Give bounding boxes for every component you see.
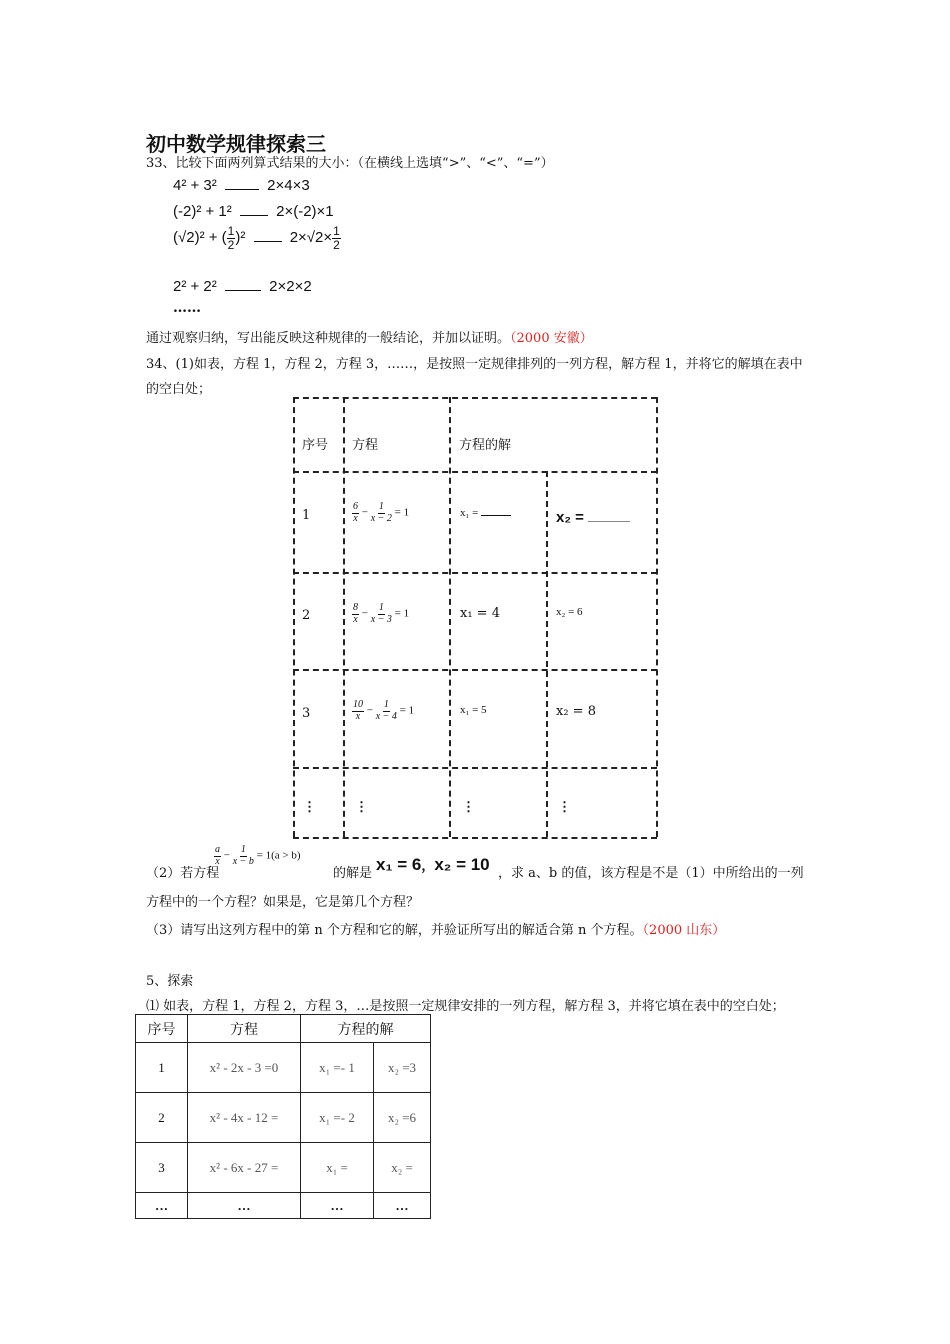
answer-blank[interactable]: [254, 227, 282, 242]
rhs: = 1(a > b): [256, 849, 301, 862]
comma: ，: [421, 858, 435, 873]
table-border: [343, 397, 345, 837]
minus: −: [361, 607, 368, 620]
table-border: [293, 572, 657, 574]
fraction-den: x: [353, 512, 358, 524]
q34-part2-mid: 的解是: [333, 866, 373, 881]
q5-prompt: ⑴ 如表，方程 1，方程 2，方程 3，…是按照一定规律安排的一列方程，解方程 3，并将它填在表中的空白处；: [146, 999, 785, 1014]
answer-blank[interactable]: [481, 507, 511, 516]
fraction-den: x − 3: [370, 613, 392, 625]
table-row: [136, 1093, 431, 1143]
solution-x1: [460, 507, 511, 519]
fraction-num: a: [215, 844, 220, 855]
q33-row-4-right: 2×2×2: [269, 278, 312, 295]
q33-row-3-right-a: 2×√2×: [289, 229, 333, 247]
row-equation: [352, 502, 409, 524]
table-header-equation: 方程: [352, 438, 379, 453]
table-border: [656, 397, 658, 837]
table-border: [546, 471, 548, 837]
table-header-solution: 方程的解: [459, 438, 512, 453]
vdots: ⋮: [303, 800, 316, 815]
q34-part3: [146, 919, 725, 938]
fraction-den: 2: [227, 237, 235, 252]
ellipsis: …: [188, 1193, 301, 1219]
q33-conclusion-text: 通过观察归纳，写出能反映这种规律的一般结论，并加以证明。: [146, 331, 511, 346]
q33-row-4: [173, 276, 312, 295]
vdots: ⋮: [462, 800, 475, 815]
answer-blank[interactable]: [588, 507, 630, 522]
x1-label: x₁ =: [460, 507, 479, 519]
fraction-den: x − b: [232, 855, 254, 867]
q33-row-2-right: 2×(-2)×1: [276, 203, 334, 220]
fraction-num: 1: [227, 224, 235, 238]
solution-x1: x₁ = 4: [460, 606, 500, 621]
q33-ellipsis: ……: [173, 300, 201, 316]
solution-x2: x₂ =6: [374, 1093, 431, 1143]
table-row: [136, 1043, 431, 1093]
row-index: 3: [302, 706, 311, 721]
table-row-ellipsis: [136, 1193, 431, 1219]
fraction-num: 1: [383, 699, 389, 710]
header-solution: 方程的解: [301, 1015, 431, 1043]
minus: −: [361, 506, 368, 519]
table-border: [449, 397, 451, 837]
ellipsis: …: [374, 1193, 431, 1219]
fraction-num: 1: [378, 501, 384, 512]
solution-x1: x₁ =- 1: [301, 1043, 374, 1093]
q33-row-1-left: 4² + 3²: [173, 177, 217, 194]
fraction-den: x: [355, 710, 361, 722]
row-index: 1: [302, 508, 311, 523]
table-border: [293, 837, 657, 839]
x2-label: x₂ =: [556, 509, 584, 526]
q34-part2-equation: [214, 845, 301, 867]
q33-row-3-left-a: (√2)² + (: [173, 229, 227, 247]
header-index: 序号: [136, 1015, 188, 1043]
q34-part1-line2: 的空白处；: [146, 382, 212, 397]
solution-x1: x₁ = 5: [460, 704, 487, 716]
row-index: 2: [302, 608, 311, 623]
part2-x2: x₂ = 10: [434, 855, 490, 874]
rhs: = 1: [394, 607, 410, 620]
rhs: = 1: [394, 506, 410, 519]
solution-x2: x₂ = 6: [556, 606, 583, 618]
answer-blank[interactable]: [225, 276, 261, 291]
q33-row-3-left-b: )²: [235, 229, 246, 247]
fraction-num: 6: [353, 501, 358, 512]
fraction-num: 10: [353, 699, 363, 710]
fraction-num: 8: [353, 602, 358, 613]
q33-row-2: [173, 201, 334, 220]
page-title: 初中数学规律探索三: [146, 132, 326, 156]
solution-x2[interactable]: x₂ =: [374, 1143, 431, 1193]
q34-part2-suffix: ，求 a、b 的值，该方程是不是（1）中所给出的一列: [498, 866, 804, 881]
fraction-den: x: [353, 613, 358, 625]
fraction-den: 2: [333, 237, 340, 252]
q34-part2-line2: 方程中的一个方程？如果是，它是第几个方程？: [146, 895, 420, 910]
row-index: 2: [136, 1093, 188, 1143]
fraction-num: 1: [378, 602, 384, 613]
row-equation: x² - 4x - 12 =: [188, 1093, 301, 1143]
row-index: 1: [136, 1043, 188, 1093]
q33-conclusion: [146, 327, 593, 346]
answer-blank[interactable]: [240, 201, 268, 216]
table-border: [293, 397, 657, 399]
q34-part3-source: （2000 山东）: [642, 923, 726, 938]
vdots: ⋮: [355, 800, 368, 815]
q5-heading: 5、探索: [146, 974, 194, 989]
row-equation: [352, 603, 409, 625]
row-equation: x² - 6x - 27 =: [188, 1143, 301, 1193]
q34-part1-line1: 34、(1)如表，方程 1，方程 2，方程 3，……，是按照一定规律排列的一列方程，解方程 1，并将它的解填在表中: [146, 357, 803, 372]
solution-x1[interactable]: x₁ =: [301, 1143, 374, 1193]
q33-source: （2000 安徽）: [510, 331, 593, 346]
q34-part2-prefix: （2）若方程: [146, 866, 220, 881]
table-border: [293, 471, 657, 473]
q33-row-4-left: 2² + 2²: [173, 278, 217, 295]
row-index: 3: [136, 1143, 188, 1193]
ellipsis: …: [136, 1193, 188, 1219]
fraction-num: 1: [240, 844, 246, 855]
row-equation: [352, 700, 414, 722]
q34-part3-text: （3）请写出这列方程中的第 n 个方程和它的解，并验证所写出的解适合第 n 个方程。: [146, 923, 643, 938]
table-header-row: [136, 1015, 431, 1043]
q33-prompt: 33、比较下面两列算式结果的大小：（在横线上选填“>”、“<”、“=”）: [146, 156, 554, 171]
rhs: = 1: [399, 704, 415, 717]
part2-x1: x₁ = 6: [376, 855, 422, 874]
fraction-den: x − 2: [370, 512, 392, 524]
table-border: [293, 669, 657, 671]
vdots: ⋮: [558, 800, 571, 815]
header-equation: 方程: [188, 1015, 301, 1043]
minus: −: [223, 849, 230, 862]
answer-blank[interactable]: [225, 175, 259, 190]
fraction-den: x: [215, 855, 220, 867]
q33-row-1: [173, 175, 310, 194]
table-row: [136, 1143, 431, 1193]
table-border: [293, 767, 657, 769]
fraction-den: x − 4: [375, 710, 397, 722]
q33-row-3: [173, 225, 341, 251]
row-equation: x² - 2x - 3 =0: [188, 1043, 301, 1093]
solution-x2: x₂ = 8: [556, 704, 596, 719]
solution-x2: x₂ =3: [374, 1043, 431, 1093]
q33-row-2-left: (-2)² + 1²: [173, 203, 232, 220]
ellipsis: …: [301, 1193, 374, 1219]
solution-x1: x₁ =- 2: [301, 1093, 374, 1143]
solution-x2: [556, 507, 630, 526]
table-header-index: 序号: [302, 438, 329, 453]
q34-part2-solutions: [376, 855, 490, 875]
fraction-num: 1: [333, 224, 340, 238]
table-border: [293, 397, 295, 837]
q33-row-1-right: 2×4×3: [267, 177, 310, 194]
fraction: [332, 225, 341, 251]
minus: −: [366, 704, 373, 717]
q5-table: [135, 1014, 431, 1219]
